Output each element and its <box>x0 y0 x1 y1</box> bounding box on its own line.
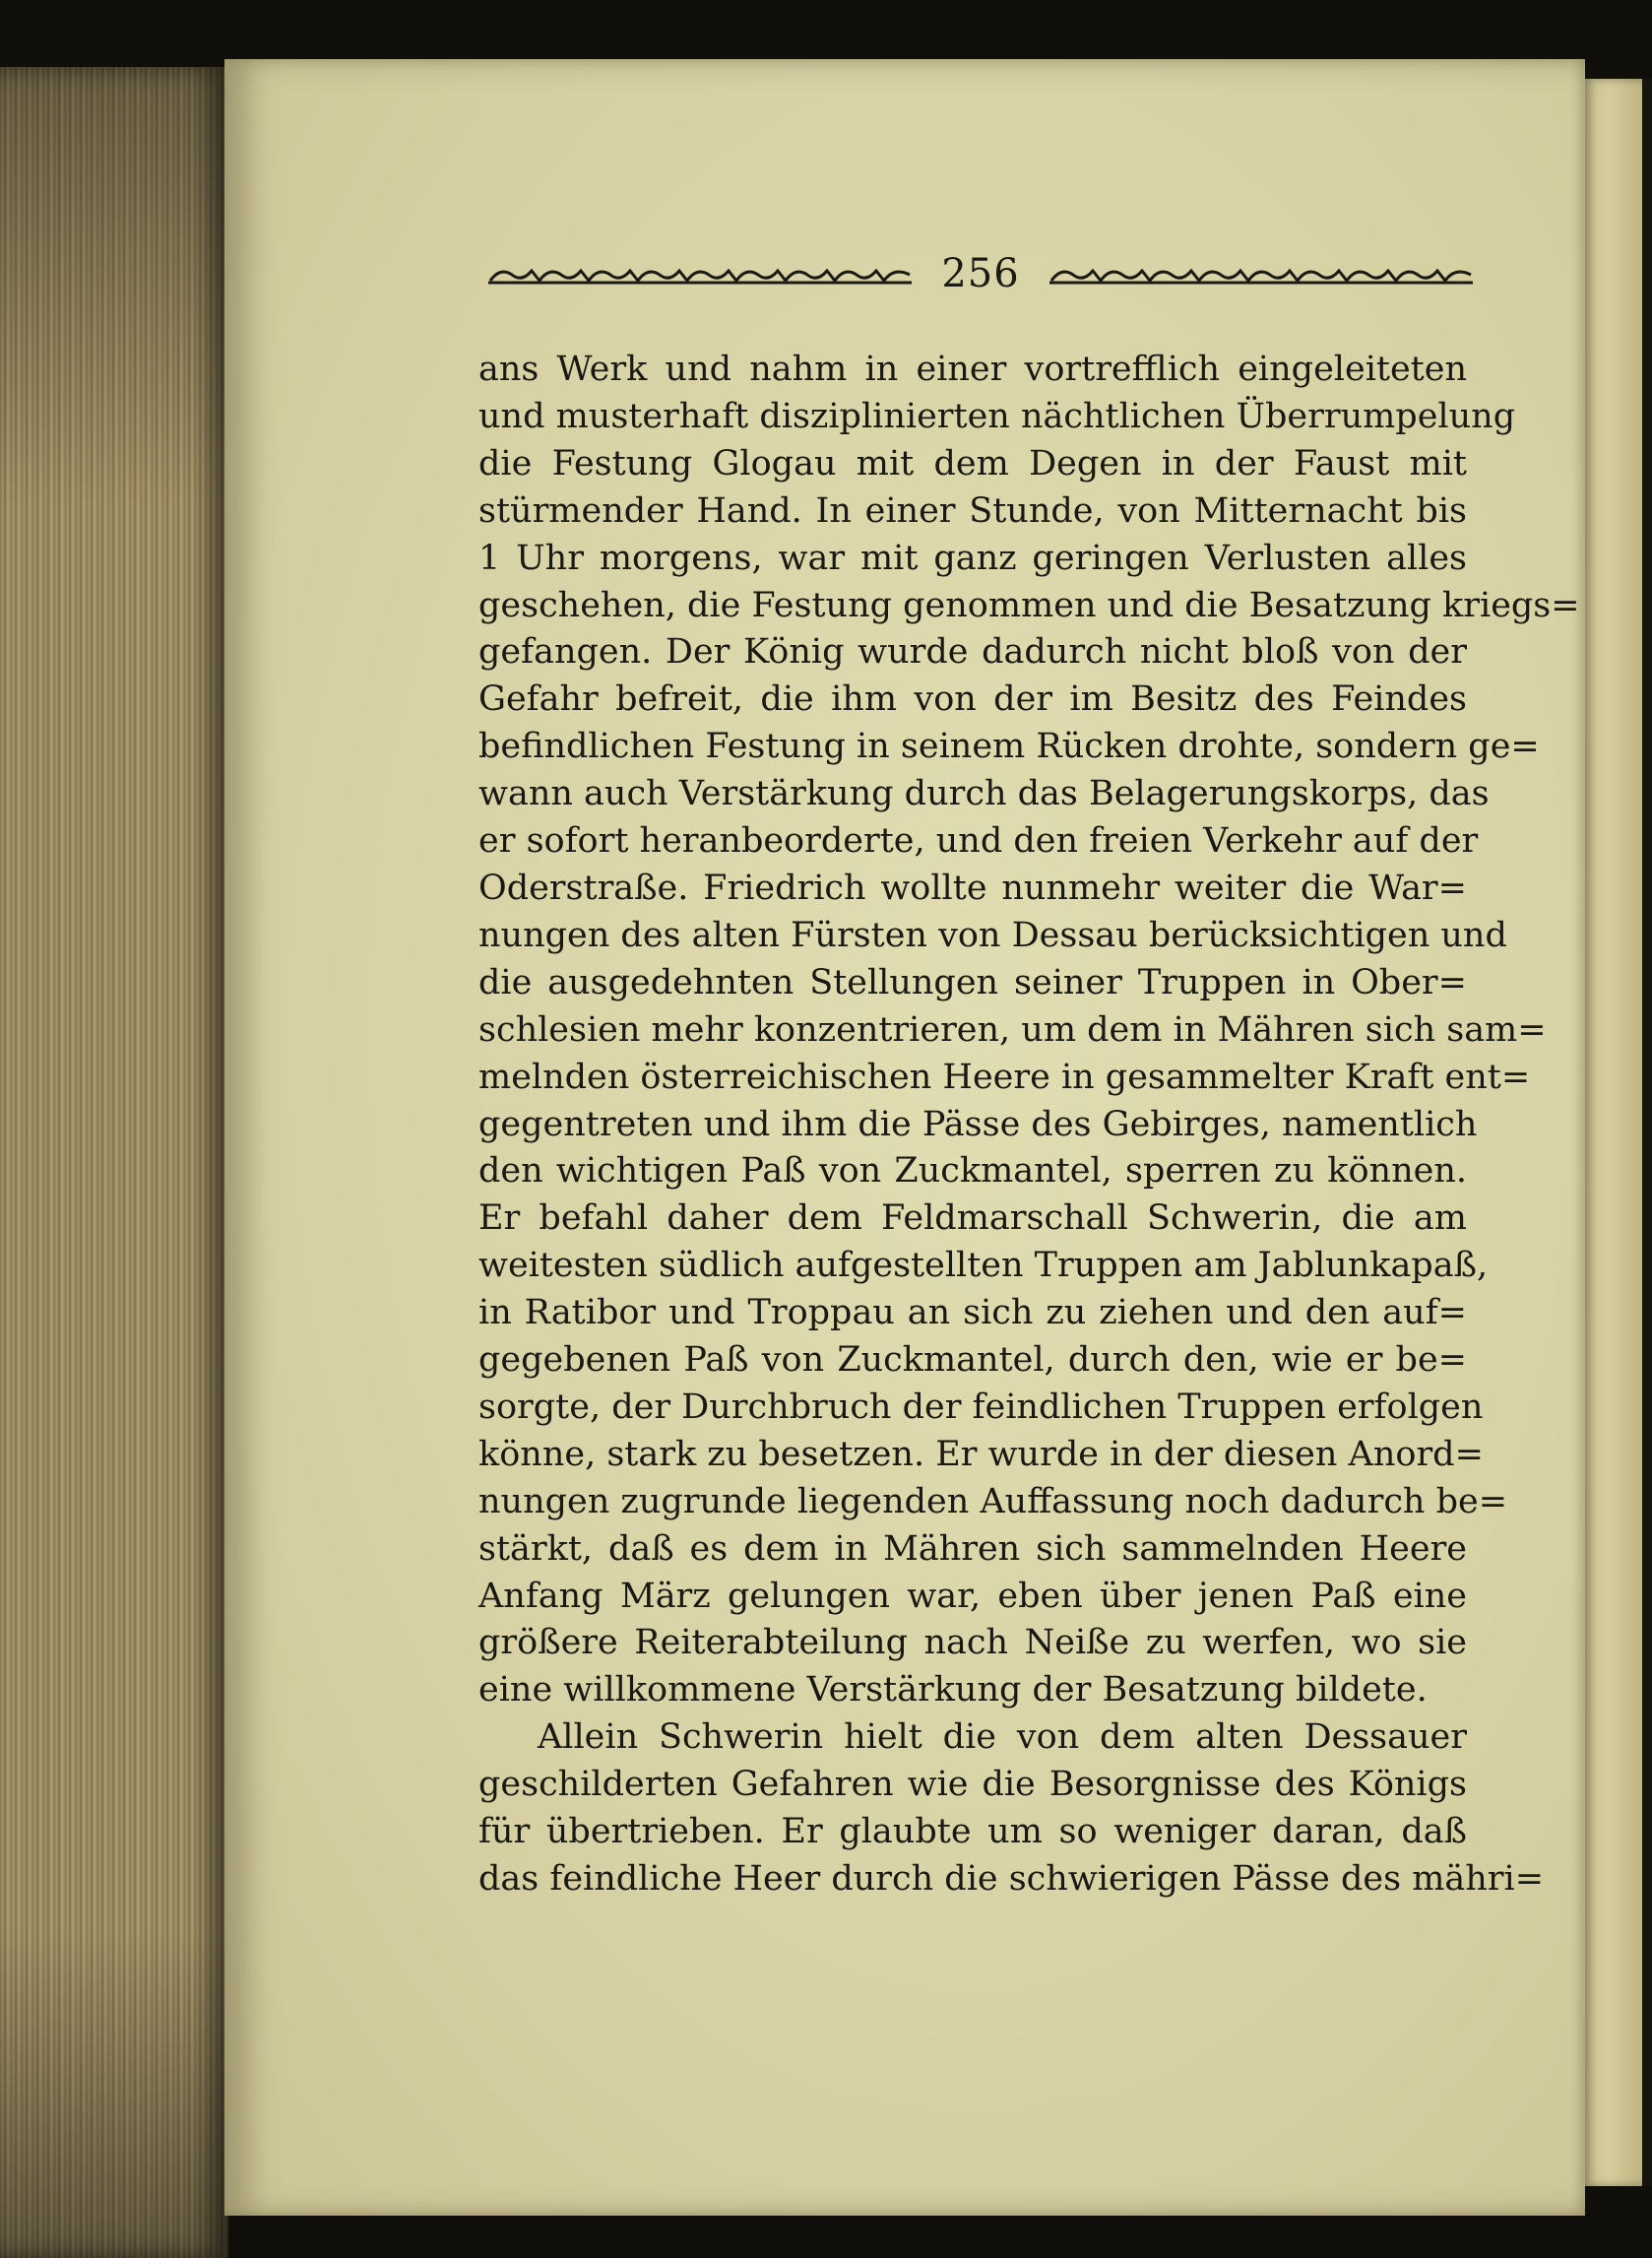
text-line: Er befahl daher dem Feldmarschall Schwerin, die am <box>478 1198 1467 1239</box>
text-line: geschehen, die Festung genommen und die Besatzung kriegs= <box>478 585 1580 625</box>
text-line: nungen zugrunde liegenden Auffassung noch dadurch be= <box>478 1481 1508 1521</box>
ornament-right-icon <box>1049 263 1473 285</box>
text-line: sorgte, der Durchbruch der feindlichen Truppen erfolgen <box>478 1387 1484 1427</box>
ornament-left-icon <box>488 263 912 285</box>
text-line: Anfang März gelungen war, eben über jenen Paß eine <box>478 1576 1467 1616</box>
book-page-edges <box>0 67 228 2258</box>
text-line: 1 Uhr morgens, war mit ganz geringen Verlusten alles <box>478 538 1467 578</box>
text-line: größere Reiterabteilung nach Neiße zu werfen, wo sie <box>478 1623 1467 1663</box>
text-line: in Ratibor und Troppau an sich zu ziehen und den auf= <box>478 1293 1467 1333</box>
text-line: Allein Schwerin hielt die von dem alten Dessauer <box>538 1717 1467 1758</box>
text-line: stärkt, daß es dem in Mähren sich sammelnden Heere <box>478 1528 1467 1569</box>
text-line: melnden österreichischen Heere in gesammelter Kraft ent= <box>478 1057 1531 1097</box>
text-line: geschilderten Gefahren wie die Besorgnisse des Königs <box>478 1765 1467 1805</box>
book-binding-edge <box>1581 79 1652 2186</box>
page-body-text <box>478 347 1580 1903</box>
text-line: schlesien mehr konzentrieren, um dem in Mähren sich sam= <box>478 1009 1547 1050</box>
text-line: könne, stark zu besetzen. Er wurde in der diesen Anord= <box>478 1434 1484 1474</box>
text-line: er sofort heranbeorderte, und den freien Verkehr auf der <box>478 821 1479 862</box>
page-header <box>488 252 1473 295</box>
text-line: Gefahr befreit, die ihm von der im Besitz des Feindes <box>478 679 1467 720</box>
text-line: Oderstraße. Friedrich wollte nunmehr weiter die War= <box>478 868 1467 908</box>
page-number: 256 <box>941 251 1020 296</box>
text-line: für übertrieben. Er glaubte um so weniger daran, daß <box>478 1812 1467 1852</box>
text-line: eine willkommene Verstärkung der Besatzung bildete. <box>478 1670 1428 1710</box>
text-line: die Festung Glogau mit dem Degen in der Faust mit <box>478 443 1467 484</box>
text-line: nungen des alten Fürsten von Dessau berücksichtigen und <box>478 915 1507 955</box>
paragraph <box>478 1714 1545 1903</box>
text-line: gegentreten und ihm die Pässe des Gebirges, namentlich <box>478 1104 1478 1144</box>
text-line: befindlichen Festung in seinem Rücken drohte, sondern ge= <box>478 727 1540 767</box>
text-line: das feindliche Heer durch die schwierigen Pässe des mähri= <box>478 1859 1545 1899</box>
text-line: weitesten südlich aufgestellten Truppen am Jablunkapaß, <box>478 1246 1489 1286</box>
text-line: ans Werk und nahm in einer vortrefflich eingeleiteten <box>478 350 1467 389</box>
text-line: gefangen. Der König wurde dadurch nicht bloß von der <box>478 632 1467 673</box>
text-line: die ausgedehnten Stellungen seiner Truppen in Ober= <box>478 962 1467 1002</box>
paragraph <box>478 347 1580 1714</box>
text-line: gegebenen Paß von Zuckmantel, durch den, wie er be= <box>478 1340 1467 1381</box>
text-line: wann auch Verstärkung durch das Belagerungskorps, das <box>478 774 1490 814</box>
text-line: den wichtigen Paß von Zuckmantel, sperren zu können. <box>478 1151 1467 1192</box>
text-line: und musterhaft disziplinierten nächtlichen Überrumpelung <box>478 396 1516 436</box>
text-line: stürmender Hand. In einer Stunde, von Mitternacht bis <box>478 490 1467 531</box>
